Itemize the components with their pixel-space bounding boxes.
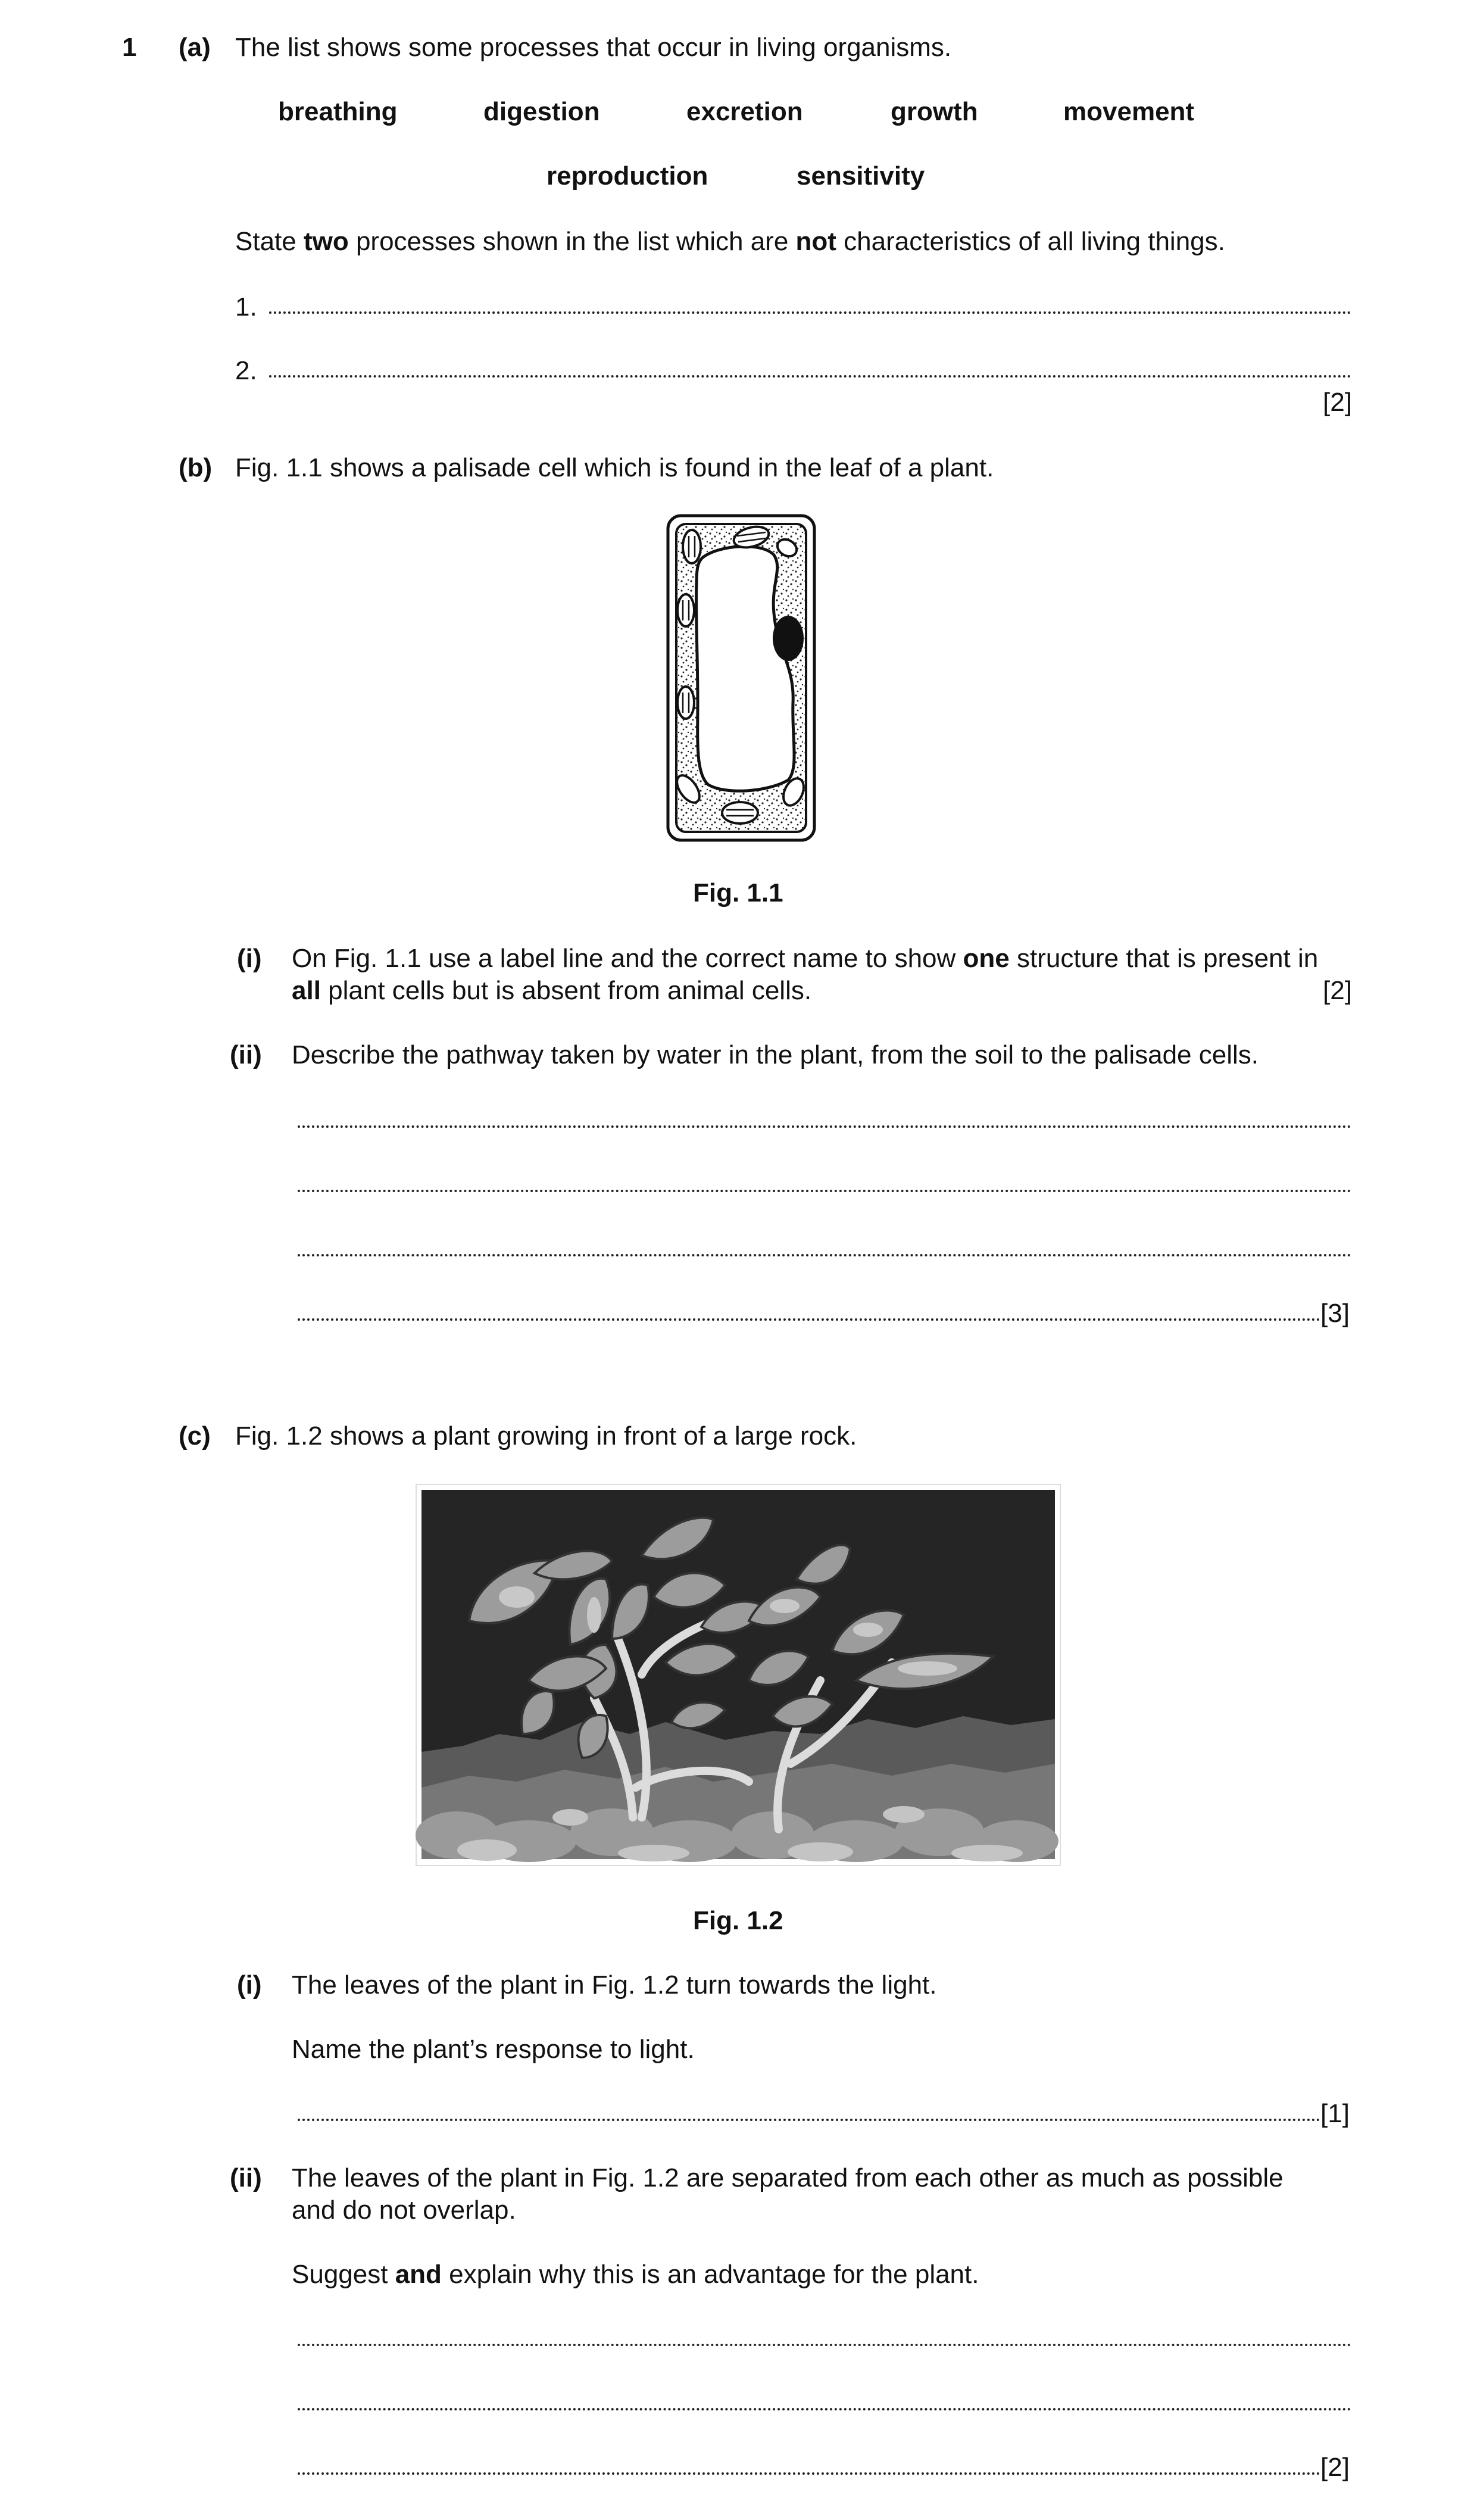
answer-line-cii-3[interactable] bbox=[298, 2472, 1320, 2475]
process-excretion: excretion bbox=[686, 97, 803, 126]
answer-line-a1[interactable] bbox=[269, 311, 1351, 314]
nucleus bbox=[773, 616, 804, 661]
fig-1-1-caption: Fig. 1.1 bbox=[693, 878, 783, 907]
part-c-ii-label: (ii) bbox=[230, 2163, 262, 2192]
answer-line-a2[interactable] bbox=[269, 375, 1351, 378]
answer-line-ci[interactable] bbox=[298, 2119, 1320, 2121]
answer-line-bii-1[interactable] bbox=[298, 1125, 1351, 1128]
process-movement: movement bbox=[1063, 97, 1195, 126]
part-b-ii-marks: [3] bbox=[1320, 1299, 1350, 1328]
answer-line-cii-1[interactable] bbox=[298, 2344, 1351, 2346]
part-a-label: (a) bbox=[179, 33, 211, 62]
process-reproduction: reproduction bbox=[547, 161, 708, 191]
process-breathing: breathing bbox=[278, 97, 398, 126]
palisade-cell-figure bbox=[661, 512, 822, 846]
part-b-intro: Fig. 1.1 shows a palisade cell which is found in the leaf of a plant. bbox=[235, 453, 994, 482]
part-a-intro: The list shows some processes that occur in living organisms. bbox=[235, 33, 952, 62]
process-sensitivity: sensitivity bbox=[797, 161, 925, 191]
part-b-ii-label: (ii) bbox=[230, 1040, 262, 1069]
part-b-i-label: (i) bbox=[237, 944, 262, 973]
part-c-label: (c) bbox=[179, 1421, 211, 1451]
answer-label-1: 1. bbox=[235, 292, 257, 322]
fig-1-2-caption: Fig. 1.2 bbox=[693, 1906, 783, 1935]
part-b-ii-text: Describe the pathway taken by water in the plant, from the soil to the palisade cells. bbox=[292, 1040, 1259, 1069]
question-number: 1 bbox=[122, 33, 137, 62]
part-c-i-prompt: Name the plant’s response to light. bbox=[292, 2035, 695, 2064]
part-b-label: (b) bbox=[179, 453, 213, 482]
process-digestion: digestion bbox=[483, 97, 600, 126]
answer-line-cii-2[interactable] bbox=[298, 2408, 1351, 2410]
answer-line-bii-4[interactable] bbox=[298, 1318, 1320, 1321]
part-b-i-line2: all plant cells but is absent from animal cells. bbox=[292, 976, 812, 1005]
part-b-i-marks: [2] bbox=[1323, 976, 1352, 1005]
part-b-i-line1: On Fig. 1.1 use a label line and the correct name to show one structure that is present in bbox=[292, 944, 1319, 973]
part-c-ii-prompt: Suggest and explain why this is an advantage for the plant. bbox=[292, 2260, 979, 2289]
part-c-ii-line1: The leaves of the plant in Fig. 1.2 are separated from each other as much as possible bbox=[292, 2163, 1284, 2192]
answer-line-bii-2[interactable] bbox=[298, 1190, 1351, 1192]
part-a-instruction: State two processes shown in the list which are not characteristics of all living things. bbox=[235, 227, 1225, 256]
process-growth: growth bbox=[891, 97, 978, 126]
part-c-i-label: (i) bbox=[237, 1970, 262, 2000]
part-c-ii-line2: and do not overlap. bbox=[292, 2195, 516, 2225]
part-c-i-text: The leaves of the plant in Fig. 1.2 turn towards the light. bbox=[292, 1970, 937, 2000]
part-c-i-marks: [1] bbox=[1320, 2099, 1350, 2128]
part-c-intro: Fig. 1.2 shows a plant growing in front of a large rock. bbox=[235, 1421, 857, 1451]
answer-line-bii-3[interactable] bbox=[298, 1254, 1351, 1256]
answer-label-2: 2. bbox=[235, 356, 257, 385]
part-c-ii-marks: [2] bbox=[1320, 2453, 1350, 2482]
part-a-marks: [2] bbox=[1323, 388, 1352, 417]
plant-rock-figure bbox=[416, 1484, 1061, 1866]
